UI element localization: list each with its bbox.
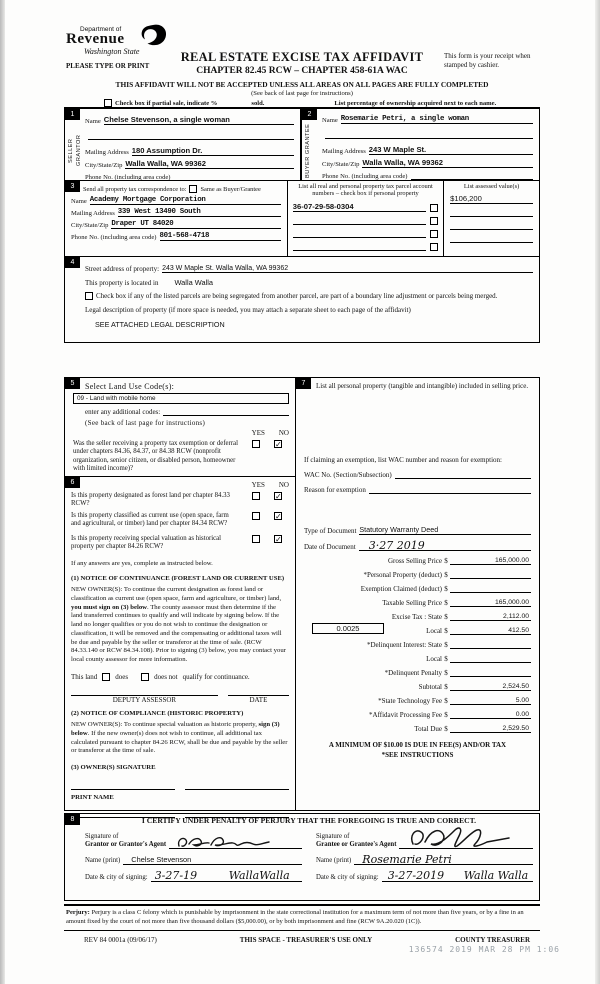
wac-label: WAC No. (Section/Subsection) (304, 470, 392, 479)
grantor-signature-scribble (175, 833, 275, 851)
reason-label: Reason for exemption (304, 485, 366, 494)
corr-city-value: Draper UT 84020 (111, 220, 174, 228)
perjury-clause: Perjury: Perjury is a class C felony which is punishable by imprisonment in the state correctional institution for a maximum term of not more than five years, or by a fine in an amount fixed by the court of not more than five thousand dollars ($5,000.00), or by both imprisonment and fine (RCW 9A.20.020 (1C)). (64, 904, 540, 931)
assessed-value-header: List assessed value(s) (463, 183, 520, 190)
treasurer-space-label: THIS SPACE - TREASURER'S USE ONLY (239, 935, 373, 944)
buyer-name-field[interactable] (341, 115, 533, 124)
grantee-city-value: Walla Walla (463, 869, 529, 882)
does-checkbox[interactable] (102, 673, 110, 681)
send-correspondence-label: Send all property tax correspondence to: (83, 185, 187, 193)
street-address-field[interactable] (162, 264, 533, 273)
section-6-badge: 6 (65, 477, 80, 488)
seller-city-label: City/State/Zip (85, 162, 123, 169)
affidavit-page (64, 0, 540, 984)
additional-codes-field[interactable] (163, 407, 289, 416)
money-label-4: Excise Tax : State (391, 612, 442, 621)
buyer-city-label: City/State/Zip (322, 161, 360, 168)
grantor-signature-line[interactable] (169, 840, 302, 849)
notice-compliance-heading: (2) NOTICE OF COMPLIANCE (HISTORIC PROPERTY) (71, 709, 244, 717)
local-rate-box[interactable]: 0.0025 (312, 623, 384, 634)
historic-yes-checkbox[interactable] (252, 535, 260, 543)
legal-description-value: SEE ATTACHED LEGAL DESCRIPTION (95, 320, 225, 329)
doc-date-label: Date of Document (304, 542, 356, 551)
corr-phone-value: 801-568-4718 (159, 232, 210, 240)
partial-sale-row (64, 99, 540, 107)
corr-mailing-field[interactable] (118, 208, 281, 217)
print-name-label: PRINT NAME (71, 793, 114, 801)
doc-date-field[interactable] (359, 537, 531, 551)
form-header (64, 0, 540, 78)
parcel-personal-checkbox-1[interactable] (430, 204, 438, 212)
money-label-9: Subtotal (418, 682, 442, 691)
yes-header-5: YES (251, 429, 265, 437)
corr-name-label: Name (71, 198, 87, 205)
wac-field[interactable] (395, 470, 531, 479)
property-section (64, 257, 540, 343)
land-use-title: Select Land Use Code(s): (85, 382, 175, 391)
owner-signature-line-1[interactable] (71, 789, 175, 790)
doc-type-value: Statutory Warranty Deed (359, 524, 439, 534)
state-technology-fee-value: 5.00 (515, 696, 529, 704)
logo-revenue: Revenue (66, 31, 125, 47)
seller-exemption-yes-checkbox[interactable] (252, 440, 260, 448)
notice-continuance-paragraph: NEW OWNER(S): To continue the current designation as forest land or classification as current use (open space, farm and agriculture, or timber) land, you must sign on (3) below. The county assessor must then determine if the land transferred continues to qualify and will indicate by signing below. If the land no longer qualifies or you do not wish to continue the designation or classification, it will be removed and the compensating or additional taxes will be due and payable by the seller or transferor at the time of sale. (RCW 84.33.140 or RCW 84.34.108). Prior to signing (3) below, you may contact your local county assessor for more information. (71, 586, 286, 663)
see-back-note-5: (See back of last page for instructions) (85, 419, 206, 427)
personal-property-deduct-field[interactable] (450, 578, 531, 579)
seller-name-field[interactable] (104, 115, 294, 125)
correspondence-section (64, 181, 540, 257)
doc-type-label: Type of Document (304, 526, 357, 535)
seller-name-label: Name (85, 118, 101, 125)
minimum-due-note: A MINIMUM OF $10.00 IS DUE IN FEE(S) AND/OR TAX *SEE INSTRUCTIONS (328, 740, 507, 759)
forest-yes-checkbox[interactable] (252, 492, 260, 500)
street-address-label: Street address of property: (85, 265, 160, 273)
type-or-print-label: PLEASE TYPE OR PRINT (66, 62, 150, 70)
corr-mailing-label: Mailing Address (71, 210, 115, 217)
revenue-swoosh-icon (132, 24, 168, 54)
parcel-personal-checkbox-4[interactable] (430, 243, 438, 251)
same-as-buyer-checkbox[interactable] (189, 185, 197, 193)
parcel-field-3[interactable] (293, 229, 426, 238)
section-1-badge: 1 (65, 109, 80, 120)
money-label-0: Gross Selling Price (387, 556, 442, 565)
grantee-signature-line[interactable] (399, 840, 533, 849)
street-address-value: 243 W Maple St. Walla Walla, WA 99362 (162, 265, 289, 272)
grantor-signing-block (85, 827, 302, 882)
section-8-badge: 8 (65, 814, 80, 825)
total-due-field[interactable] (450, 725, 531, 733)
parties-row (64, 107, 540, 181)
grantor-date-value: 3-27-19 (154, 869, 198, 882)
segregated-label: Check box if any of the listed parcels are being segregated from another parcel, are part of a boundary line adjustment or parcels being merged. (96, 292, 498, 300)
land-use-code-select[interactable]: 09 - Land with mobile home (73, 393, 289, 404)
buyer-mailing-label: Mailing Address (322, 148, 366, 155)
if-yes-note: If any answers are yes, complete as instructed below. (71, 559, 213, 567)
seller-mailing-value: 180 Assumption Dr. (131, 146, 203, 155)
excise-tax-local-value: 412.50 (508, 626, 529, 634)
money-label-11: *Affidavit Processing Fee (369, 710, 442, 719)
buyer-city-field[interactable] (362, 158, 533, 168)
seller-phone-label: Phone No. (including area code) (85, 174, 171, 181)
grantee-name-print-line[interactable] (354, 853, 533, 866)
partial-sale-checkbox[interactable] (104, 99, 112, 107)
excise-tax-state-value: 2,112.00 (503, 612, 529, 620)
grantor-name-print-value: Chelse Stevenson (131, 855, 192, 864)
grantee-name-print-value: Rosemarie Petri (362, 853, 452, 866)
excise-tax-local-field[interactable] (450, 627, 531, 635)
grantee-signing-block (316, 827, 533, 882)
subtotal-field[interactable] (450, 683, 531, 691)
historic-property-question: Is this property receiving special valuation as historical property per chapter 84.26 RCW? (71, 534, 222, 551)
parcel-field-2[interactable] (293, 216, 426, 225)
does-not-checkbox[interactable] (141, 673, 149, 681)
money-label-6: *Delinquent Interest: State (366, 640, 442, 649)
grantor-signature-label: Signature of Grantor or Grantor's Agent (85, 832, 167, 848)
logo-washington-state: Washington State (84, 46, 140, 56)
parcel-numbers-header: List all real and personal property tax parcel account numbers – check box if personal property (298, 183, 433, 198)
buyer-city-value: Walla Walla, WA 99362 (362, 158, 443, 167)
section-3-badge: 3 (65, 181, 80, 192)
affidavit-processing-fee-value: 0.00 (515, 710, 529, 718)
acceptance-warning: THIS AFFIDAVIT WILL NOT BE ACCEPTED UNLESS ALL AREAS ON ALL PAGES ARE FULLY COMPLETED (115, 80, 489, 89)
personal-property-blank-area[interactable] (304, 392, 531, 456)
grantee-signature-label: Signature of Grantee or Grantee's Agent (316, 832, 397, 848)
current-use-yes-checkbox[interactable] (252, 512, 260, 520)
grantee-date-value: 3-27-2019 (387, 869, 445, 882)
parcel-personal-checkbox-2[interactable] (430, 217, 438, 225)
grantee-signature-scribble (405, 826, 515, 852)
seller-city-value: Walla Walla, WA 99362 (125, 159, 206, 168)
grantor-name-print-line[interactable] (123, 856, 302, 865)
scan-edge-right (595, 0, 600, 984)
deputy-date-label: DATE (249, 695, 268, 704)
legal-description-label: Legal description of property (if more space is needed, you may attach a separate sheet to each page of the affidavit) (85, 306, 411, 314)
taxable-selling-price-field[interactable] (450, 599, 531, 607)
section-5-badge: 5 (65, 378, 80, 389)
delinquent-interest-state-field[interactable] (450, 648, 531, 649)
grantor-city-value: WallaWalla (228, 869, 290, 882)
notice-continuance-heading: (1) NOTICE OF CONTINUANCE (FOREST LAND OR CURRENT USE) (71, 574, 285, 582)
qualify-line: This land does does not qualify for continuance. (71, 672, 250, 681)
forest-no-checkbox[interactable]: ✓ (275, 492, 282, 501)
total-due-value: 2,529.50 (502, 724, 529, 732)
seller-extra-name-field[interactable] (88, 131, 294, 140)
buyer-grantee-side-label: BUYER GRANTEE (305, 123, 311, 178)
same-as-buyer-label: Same as Buyer/Grantee (200, 185, 261, 193)
parcel-field-1[interactable] (293, 202, 426, 212)
classification-section (64, 477, 296, 811)
form-subtitle: CHAPTER 82.45 RCW – CHAPTER 458-61A WAC (196, 66, 408, 76)
buyer-mailing-field[interactable] (369, 145, 533, 155)
located-in-label: This property is located in (85, 279, 159, 287)
corr-city-label: City/State/Zip (71, 222, 109, 229)
excise-tax-state-field[interactable] (450, 613, 531, 621)
corr-phone-label: Phone No. (including area code) (71, 234, 157, 241)
assessed-field-2[interactable] (450, 208, 533, 217)
buyer-name-value: Rosemarie Petri, a single woman (340, 115, 469, 123)
seller-section (65, 109, 302, 180)
money-label-10: *State Technology Fee (378, 696, 442, 705)
deputy-assessor-label: DEPUTY ASSESSOR (112, 695, 177, 704)
scan-edge-left (0, 0, 5, 984)
current-use-question: Is this property classified as current use (open space, farm and agricultural, or timber) land per chapter 84.34 RCW? (71, 511, 229, 528)
additional-codes-label: enter any additional codes: (85, 408, 161, 416)
corr-name-field[interactable] (90, 196, 281, 205)
corr-mailing-value: 339 West 13490 South (117, 208, 201, 216)
taxable-selling-price-value: 165,000.00 (494, 598, 529, 606)
grantee-date-city-label: Date & city of signing: (316, 873, 379, 881)
gross-selling-price-value: 165,000.00 (494, 556, 529, 564)
assessed-field-4[interactable] (450, 234, 533, 243)
owner-signature-line-2[interactable] (185, 789, 289, 790)
exemption-note: If claiming an exemption, list WAC number and reason for exemption: (304, 455, 502, 464)
parcel-field-4[interactable] (293, 242, 426, 251)
seller-name-value: Chelse Stevenson, a single woman (103, 115, 230, 124)
money-label-2: Exemption Claimed (deduct) (360, 584, 442, 593)
section-2-badge: 2 (302, 109, 317, 120)
money-label-8: *Delinquent Penalty (384, 668, 442, 677)
delinquent-penalty-field[interactable] (450, 676, 531, 677)
receipt-note: This form is your receipt when stamped by cashier. (444, 52, 531, 69)
seller-mailing-label: Mailing Address (85, 149, 129, 156)
assessed-field-1[interactable] (450, 194, 533, 204)
buyer-section (302, 109, 539, 180)
yes-header-6: YES (251, 481, 265, 489)
certify-statement: I CERTIFY UNDER PENALTY OF PERJURY THAT THE FOREGOING IS TRUE AND CORRECT. (141, 816, 477, 825)
money-label-7: Local (426, 654, 442, 663)
corr-phone-field[interactable] (160, 232, 281, 241)
footer-row (64, 936, 540, 944)
section-7-badge: 7 (296, 378, 311, 389)
seller-exemption-question: Was the seller receiving a property tax exemption or deferral under chapters 84.36, 84.37, or 84.38 RCW (nonprofit organization, senior citizen, or disabled person, homeowner with limited income)? (73, 440, 238, 473)
affidavit-processing-fee-field[interactable] (450, 711, 531, 719)
see-back-note: (See back of last page for instructions) (251, 90, 353, 97)
state-technology-fee-field[interactable] (450, 697, 531, 705)
assessed-value-1: $106,200 (450, 194, 482, 203)
parcel-value-1: 36-07-29-58-0304 (292, 201, 354, 211)
gross-selling-price-field[interactable] (450, 557, 531, 565)
form-rev-number: REV 84 0001a (09/06/17) (84, 935, 157, 944)
grantor-date-city-line[interactable] (151, 869, 302, 882)
buyer-phone-field[interactable] (411, 171, 533, 180)
seller-grantor-side-label: SELLER GRANTOR (68, 134, 82, 167)
grantor-date-city-label: Date & city of signing: (85, 873, 148, 881)
located-in-value: Walla Walla (174, 278, 213, 287)
section-4-badge: 4 (65, 257, 80, 268)
seller-phone-field[interactable] (174, 172, 294, 181)
logo-department-of: Department of (80, 26, 122, 33)
ownership-note: List percentage of ownership acquired next to each name. (334, 100, 497, 107)
buyer-extra-name-field[interactable] (325, 130, 533, 139)
exemption-claimed-field[interactable] (450, 592, 531, 593)
no-header-5: NO (278, 429, 289, 437)
money-label-3: Taxable Selling Price (382, 598, 442, 607)
tax-computation-section: 7 List all personal property (tangible and intangible) included in selling price. If claiming an exemption, list WAC number and reason for exemption: WAC No. (Section/Subsection) Reason for exemption Type of Document Statutory Warranty Deed Date of Document 3·27 2019 Gross Selling Price $ 165,000.00 *Personal Property (deduct) $ Exemption Claimed (deduct) $ Taxable Selling Price $ 165,000.00 Excise Tax : State $ 2,112.00 0.0025 Local $ 412.50 *Delinquent Interest: State $ Local $ *Delinquent Penalty $ Subtotal $ 2,524.50 *State Technology Fee $ 5.00 *Affidavit Processing Fee $ 0.00 Total Due $ 2,529.50 A MINIMUM OF $10.00 IS DUE IN FEE(S) AND/OR TAX *SEE INSTRUCTIONS (295, 377, 540, 811)
doc-type-field[interactable] (359, 525, 531, 535)
form-title: REAL ESTATE EXCISE TAX AFFIDAVIT (180, 50, 424, 64)
personal-property-instruction: List all personal property (tangible and intangible) included in selling price. (316, 382, 529, 390)
seller-mailing-field[interactable] (132, 146, 294, 156)
grantor-name-print-label: Name (print) (85, 856, 121, 864)
reason-field[interactable] (369, 485, 531, 494)
delinquent-interest-local-field[interactable] (450, 662, 531, 663)
seller-city-field[interactable] (125, 159, 294, 169)
treasurer-receipt-stamp: 136574 2019 MAR 28 PM 1:06 (408, 945, 560, 954)
parcel-personal-checkbox-3[interactable] (430, 230, 438, 238)
county-treasurer-label: COUNTY TREASURER (455, 935, 530, 944)
money-label-12: Total Due (414, 724, 442, 733)
sold-label: sold. (251, 100, 265, 107)
owners-signature-heading: (3) OWNER(S) SIGNATURE (71, 764, 156, 772)
no-header-6: NO (278, 481, 289, 489)
seller-exemption-no-checkbox[interactable]: ✓ (275, 440, 282, 449)
historic-no-checkbox[interactable]: ✓ (275, 534, 282, 544)
money-label-5: Local (426, 626, 442, 635)
subtotal-value: 2,524.50 (502, 682, 529, 690)
grantee-name-print-label: Name (print) (316, 856, 352, 864)
buyer-phone-label: Phone No. (including area code) (322, 173, 408, 180)
assessed-field-3[interactable] (450, 221, 533, 230)
segregated-checkbox[interactable] (85, 292, 93, 300)
certification-section (64, 813, 540, 901)
doc-date-value: 3·27 2019 (368, 538, 425, 552)
money-label-1: *Personal Property (deduct) (363, 570, 442, 579)
land-use-section (64, 377, 296, 477)
corr-name-value: Academy Mortgage Corporation (89, 196, 206, 204)
dor-logo (66, 26, 196, 56)
buyer-mailing-value: 243 W Maple St. (368, 145, 427, 154)
partial-sale-label: Check box if partial sale, indicate % (115, 100, 218, 107)
grantee-date-city-line[interactable] (382, 869, 533, 882)
forest-land-question: Is this property designated as forest land per chapter 84.33 RCW? (71, 492, 230, 508)
notice-compliance-paragraph: NEW OWNER(S): To continue special valuation as historic property, sign (3) below. If the new owner(s) does not wish to continue, all additional tax calculated pursuant to chapter 84.26 RCW, shall be due and payable by the seller or transferor at the time of sale. (71, 721, 288, 755)
corr-city-field[interactable] (111, 220, 280, 229)
current-use-no-checkbox[interactable]: ✓ (275, 511, 282, 521)
buyer-name-label: Name (322, 117, 338, 124)
